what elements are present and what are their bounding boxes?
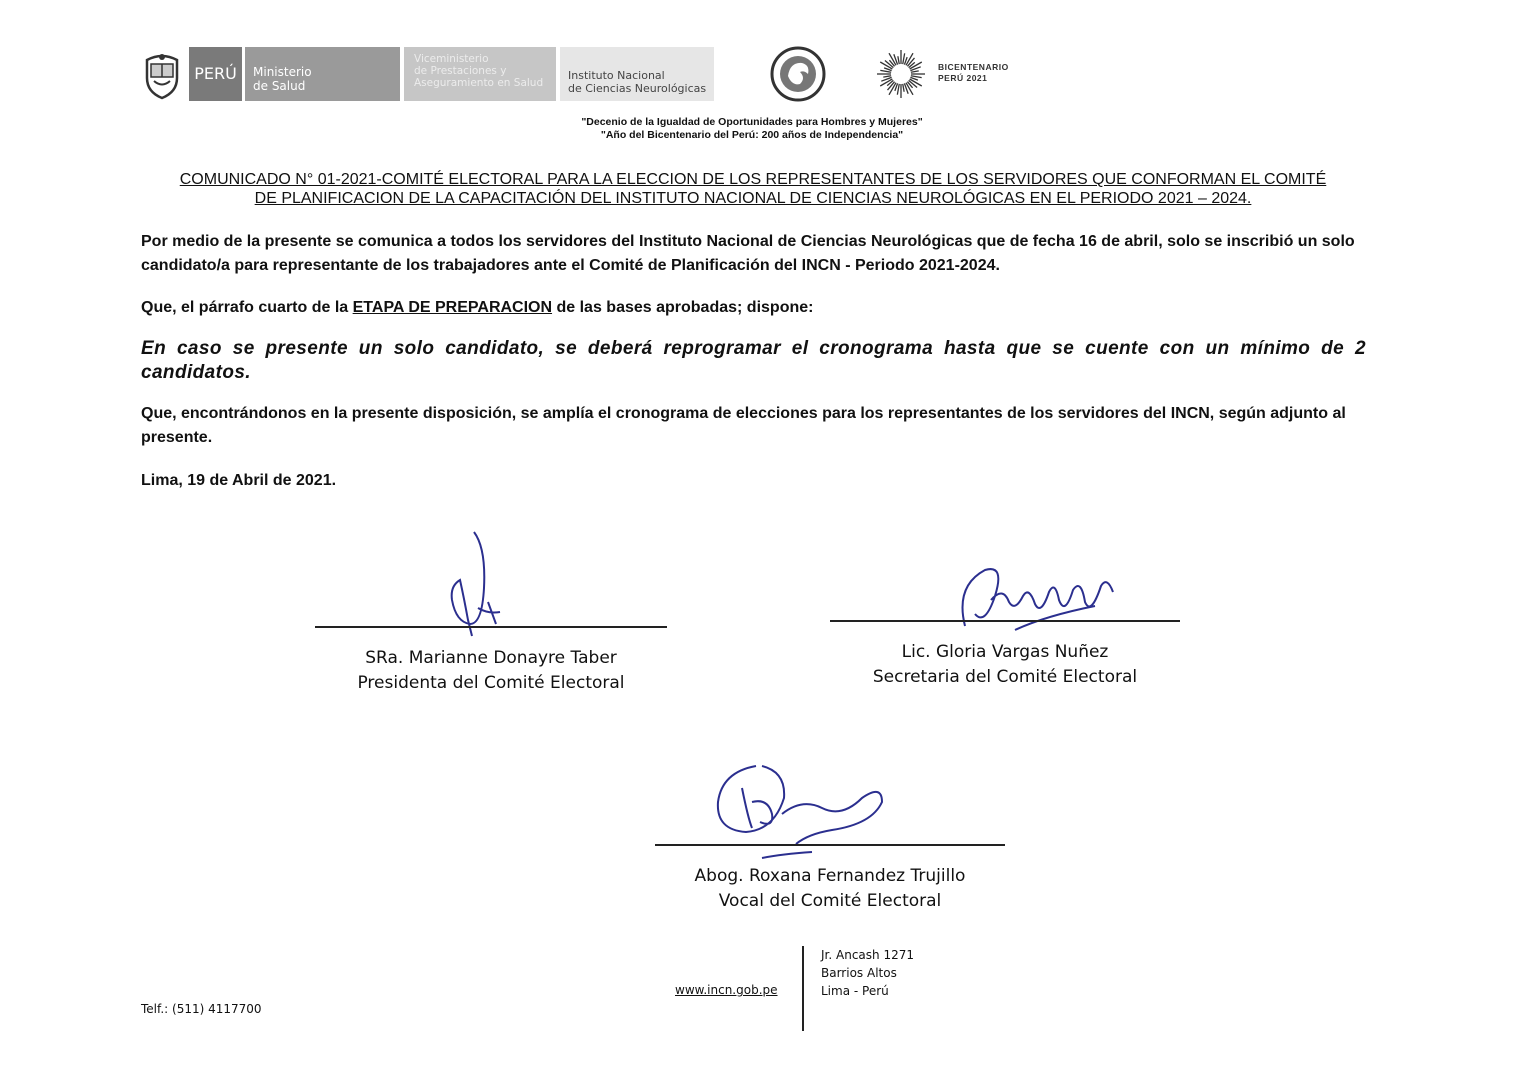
sunburst-ray	[880, 70, 891, 72]
signature-secretaria	[945, 556, 1120, 646]
sunburst-ray	[897, 84, 899, 95]
signer-role: Secretaria del Comité Electoral	[872, 667, 1138, 687]
ministerio-line-2: de Salud	[253, 79, 306, 93]
signer-role: Presidenta del Comité Electoral	[357, 673, 625, 693]
peru-coat-of-arms-icon	[141, 50, 183, 100]
signer-presidenta	[315, 646, 667, 696]
viceministerio-line-1: Viceministerio	[414, 53, 489, 65]
footer-website-link[interactable]: www.incn.gob.pe	[675, 983, 778, 997]
decenio-line-1: "Decenio de la Igualdad de Oportunidades para Hombres y Mujeres"	[581, 116, 923, 128]
title-line-2: DE PLANIFICACION DE LA CAPACITACIÓN DEL INSTITUTO NACIONAL DE CIENCIAS NEUROLÓGICAS EN EL PERIODO 2021 – 2024.	[254, 190, 1252, 207]
signature-presidenta	[430, 528, 510, 638]
paragraph-extension: Que, encontrándonos en la presente disposición, se amplía el cronograma de elecciones para los representantes de los servidores del INCN, según adjunto al presente.	[141, 405, 1346, 446]
paragraph-notice: Por medio de la presente se comunica a todos los servidores del Instituto Nacional de Ciencias Neurológicas que de fecha 16 de abril, solo se inscribió un solo candidato/a para representante de los trabajadores ante el Comité de Planificación del INCN - Periodo 2021-2024.	[141, 233, 1355, 274]
paragraph-rule-quote: En caso se presente un solo candidato, se deberá reprogramar el cronograma hasta que se cuente con un mínimo de 2 candidatos.	[141, 338, 1366, 383]
viceministerio-line-3: Aseguramiento en Salud	[414, 77, 544, 89]
signature-vocal	[712, 758, 892, 868]
signer-secretaria	[830, 640, 1180, 690]
instituto-line-2: de Ciencias Neurológicas	[568, 82, 707, 95]
peru-label: PERÚ	[189, 47, 242, 101]
sunburst-ray	[911, 71, 919, 72]
decenio-subtitle	[0, 116, 1504, 142]
ministerio-label	[245, 47, 400, 101]
signature-line-vocal	[655, 844, 1005, 846]
decenio-line-2: "Año del Bicentenario del Perú: 200 años de Independencia"	[600, 129, 904, 141]
instituto-line-1: Instituto Nacional	[568, 69, 665, 82]
signature-line-presidenta	[315, 626, 667, 628]
incn-logo-icon	[770, 46, 826, 102]
signer-vocal	[655, 864, 1005, 914]
document-title	[148, 170, 1358, 208]
viceministerio-label	[404, 47, 556, 101]
ministerio-line-1: Ministerio	[253, 65, 312, 79]
bases-text-after: de las bases aprobadas; dispone:	[552, 299, 814, 316]
signer-role: Vocal del Comité Electoral	[718, 891, 942, 911]
viceministerio-line-2: de Prestaciones y	[414, 65, 507, 77]
etapa-preparacion-text: ETAPA DE PREPARACION	[352, 299, 553, 316]
bicentenario-logo-icon	[873, 46, 929, 102]
signature-line-secretaria	[830, 620, 1180, 622]
sunburst-ray	[903, 84, 904, 92]
title-line-1: COMUNICADO N° 01-2021-COMITÉ ELECTORAL PARA LA ELECCION DE LOS REPRESENTANTES DE LOS SERVIDORES QUE CONFORMAN EL COMITÉ	[179, 171, 1327, 188]
bicentenario-label	[938, 62, 1009, 84]
sunburst-ray	[911, 76, 922, 78]
footer-divider	[802, 946, 804, 1031]
bicentenario-line-1: BICENTENARIO	[938, 62, 1009, 72]
address-line-3: Lima - Perú	[821, 984, 889, 998]
address-line-2: Barrios Altos	[821, 966, 897, 980]
footer-address	[821, 946, 914, 1000]
bicentenario-line-2: PERÚ 2021	[938, 73, 988, 83]
sunburst-ray	[903, 53, 905, 64]
footer-phone: Telf.: (511) 4117700	[141, 1002, 262, 1016]
sunburst-ray	[898, 56, 899, 64]
address-line-1: Jr. Ancash 1271	[821, 948, 914, 962]
bases-text-before: Que, el párrafo cuarto de la	[141, 299, 353, 316]
signer-name: Lic. Gloria Vargas Nuñez	[901, 642, 1109, 662]
instituto-label	[560, 47, 714, 101]
document-date: Lima, 19 de Abril de 2021.	[141, 472, 337, 489]
paragraph-bases	[141, 296, 1366, 320]
signer-name: SRa. Marianne Donayre Taber	[365, 648, 617, 668]
sunburst-ray	[883, 76, 891, 77]
signer-name: Abog. Roxana Fernandez Trujillo	[694, 866, 966, 886]
